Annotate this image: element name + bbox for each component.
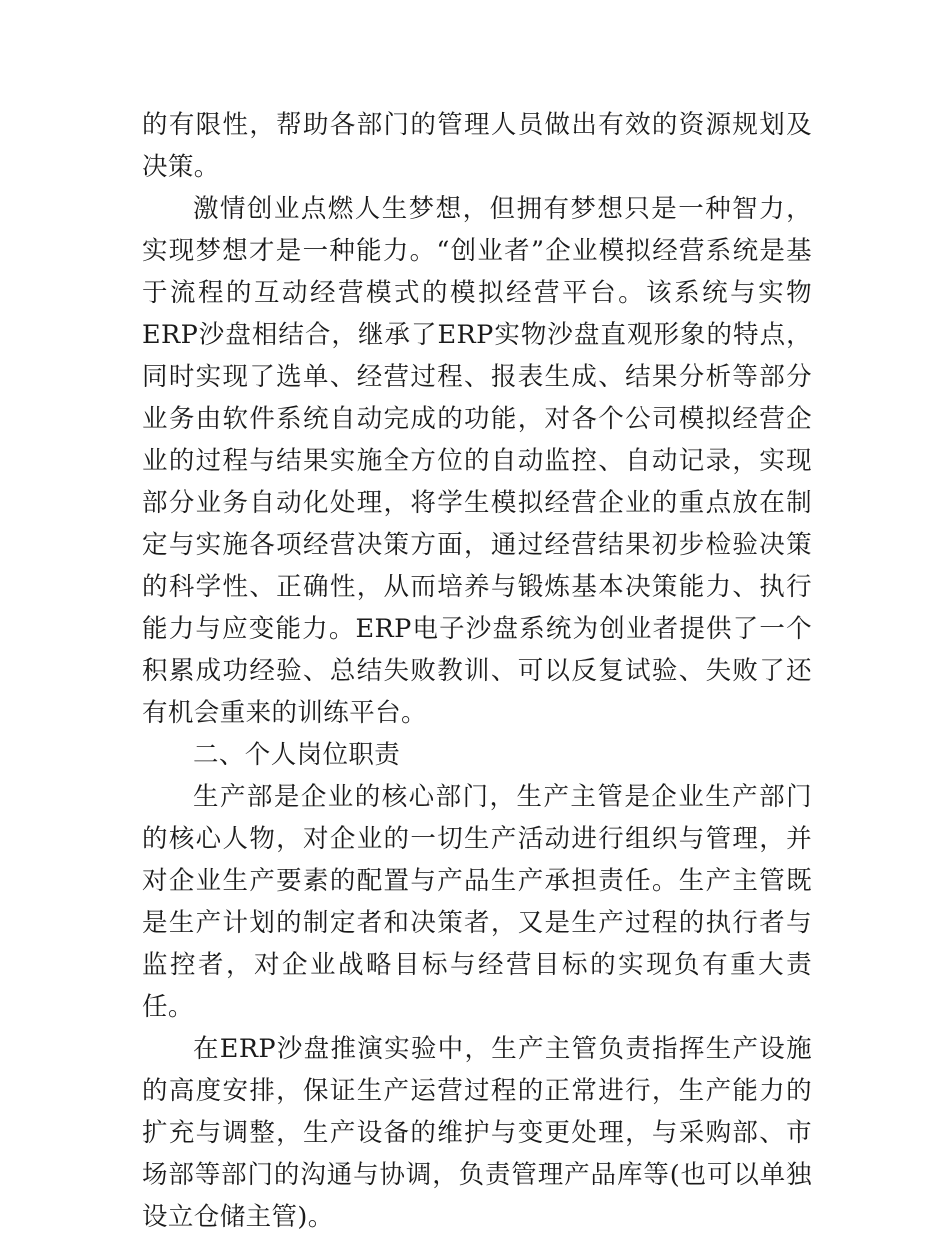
section-heading-job-duties: 二、个人岗位职责 (193, 740, 401, 770)
document-body (142, 104, 812, 1238)
paragraph-production-manager-role: 在ERP沙盘推演实验中，生产主管负责指挥生产设施的高度安排，保证生产运营过程的正常进行，生产能力的扩充与调整，生产设备的维护与变更处理，与采购部、市场部等部门的沟通与协调，负责管理产品库等(也可以单独设立仓储主管)。 (142, 1034, 812, 1232)
paragraph-production-department: 生产部是企业的核心部门，生产主管是企业生产部门的核心人物，对企业的一切生产活动进行组织与管理，并对企业生产要素的配置与产品生产承担责任。生产主管既是生产计划的制定者和决策者，又是生产过程的执行者与监控者，对企业战略目标与经营目标的实现负有重大责任。 (142, 782, 812, 1022)
paragraph-erp-system-intro: 激情创业点燃人生梦想，但拥有梦想只是一种智力，实现梦想才是一种能力。“创业者”企业模拟经营系统是基于流程的互动经营模式的模拟经营平台。该系统与实物ERP沙盘相结合，继承了ERP实物沙盘直观形象的特点，同时实现了选单、经营过程、报表生成、结果分析等部分业务由软件系统自动完成的功能，对各个公司模拟经营企业的过程与结果实施全方位的自动监控、自动记录，实现部分业务自动化处理，将学生模拟经营企业的重点放在制定与实施各项经营决策方面，通过经营结果初步检验决策的科学性、正确性，从而培养与锻炼基本决策能力、执行能力与应变能力。ERP电子沙盘系统为创业者提供了一个积累成功经验、总结失败教训、可以反复试验、失败了还有机会重来的训练平台。 (142, 194, 812, 728)
paragraph-continuation: 的有限性，帮助各部门的管理人员做出有效的资源规划及决策。 (142, 110, 812, 182)
